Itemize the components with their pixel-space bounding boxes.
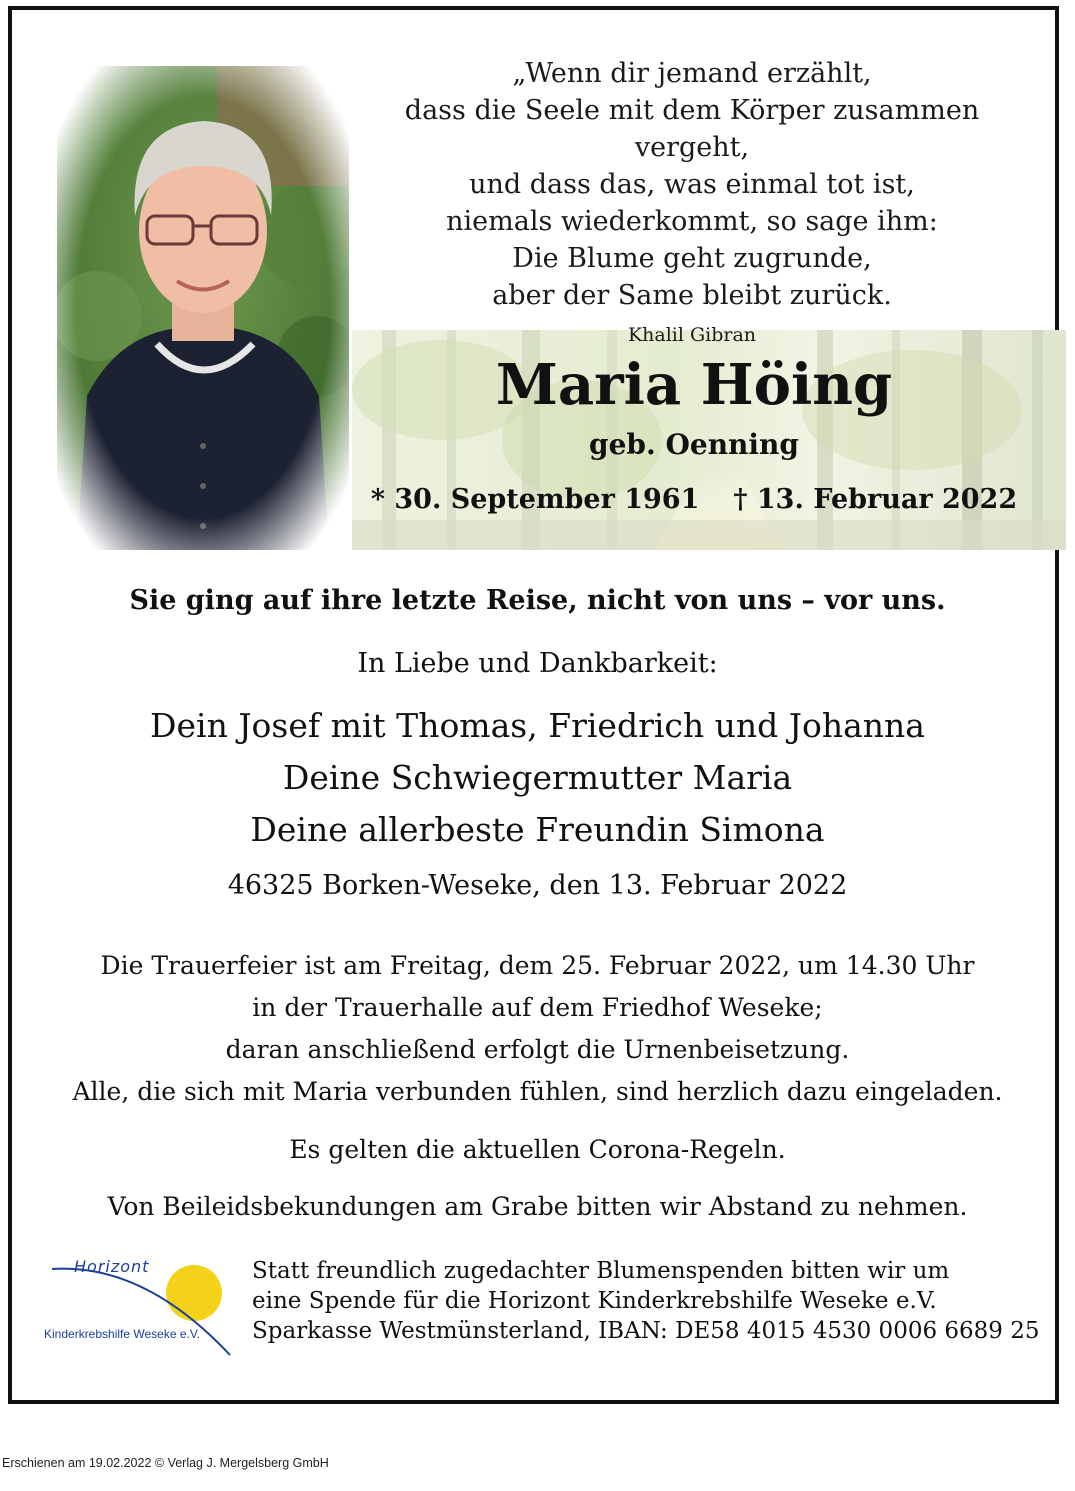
logo-subtitle: Kinderkrebshilfe Weseke e.V. [44, 1327, 201, 1341]
life-dates [352, 484, 1036, 515]
maiden-name: geb. Oenning [589, 428, 799, 461]
donation-line: Sparkasse Westmünsterland, IBAN: DE58 4015 4530 0006 6689 25 [252, 1318, 1040, 1344]
family-line: Deine Schwiegermutter Maria [282, 758, 793, 797]
family-line: Deine allerbeste Freundin Simona [250, 810, 825, 849]
quote-line: niemals wiederkommt, so sage ihm: [446, 206, 938, 237]
family-list [20, 700, 1055, 856]
birth-date: * 30. September 1961 [370, 484, 700, 515]
thanks-line: In Liebe und Dankbarkeit: [357, 648, 718, 679]
quote-line: aber der Same bleibt zurück. [492, 280, 892, 311]
deceased-name: Maria Höing [495, 352, 893, 418]
logo-name: Horizont [74, 1257, 150, 1276]
donation-info [252, 1256, 1052, 1346]
quote-line: „Wenn dir jemand erzählt, [512, 58, 872, 89]
donation-line: Statt freundlich zugedachter Blumenspenden bitten wir um [252, 1258, 950, 1284]
motto: Sie ging auf ihre letzte Reise, nicht von uns – vor uns. [129, 585, 946, 616]
ceremony-line: in der Trauerhalle auf dem Friedhof Weseke; [252, 993, 823, 1022]
publication-footer: Erschienen am 19.02.2022 © Verlag J. Mergelsberg GmbH [2, 1456, 329, 1470]
death-date: † 13. Februar 2022 [733, 484, 1018, 515]
sun-icon [166, 1265, 222, 1321]
corona-notice: Es gelten die aktuellen Corona-Regeln. [289, 1135, 786, 1164]
family-line: Dein Josef mit Thomas, Friedrich und Johanna [150, 706, 925, 745]
horizont-logo [44, 1255, 236, 1359]
quote-line: und dass das, was einmal tot ist, [469, 169, 915, 200]
quote-block [350, 55, 1034, 349]
condolence-notice: Von Beileidsbekundungen am Grabe bitten wir Abstand zu nehmen. [107, 1192, 968, 1221]
quote-line: Die Blume geht zugrunde, [512, 243, 872, 274]
ceremony-line: Alle, die sich mit Maria verbunden fühlen, sind herzlich dazu eingeladen. [72, 1077, 1003, 1106]
ceremony-info [20, 945, 1055, 1113]
place-date: 46325 Borken-Weseke, den 13. Februar 2022 [227, 870, 848, 901]
portrait-photo [57, 66, 349, 550]
quote-author: Khalil Gibran [627, 324, 757, 346]
quote-line: dass die Seele mit dem Körper zusammen vergeht, [404, 95, 980, 163]
ceremony-line: daran anschließend erfolgt die Urnenbeisetzung. [225, 1035, 850, 1064]
ceremony-line: Die Trauerfeier ist am Freitag, dem 25. Februar 2022, um 14.30 Uhr [100, 951, 975, 980]
donation-line: eine Spende für die Horizont Kinderkrebshilfe Weseke e.V. [252, 1288, 937, 1314]
